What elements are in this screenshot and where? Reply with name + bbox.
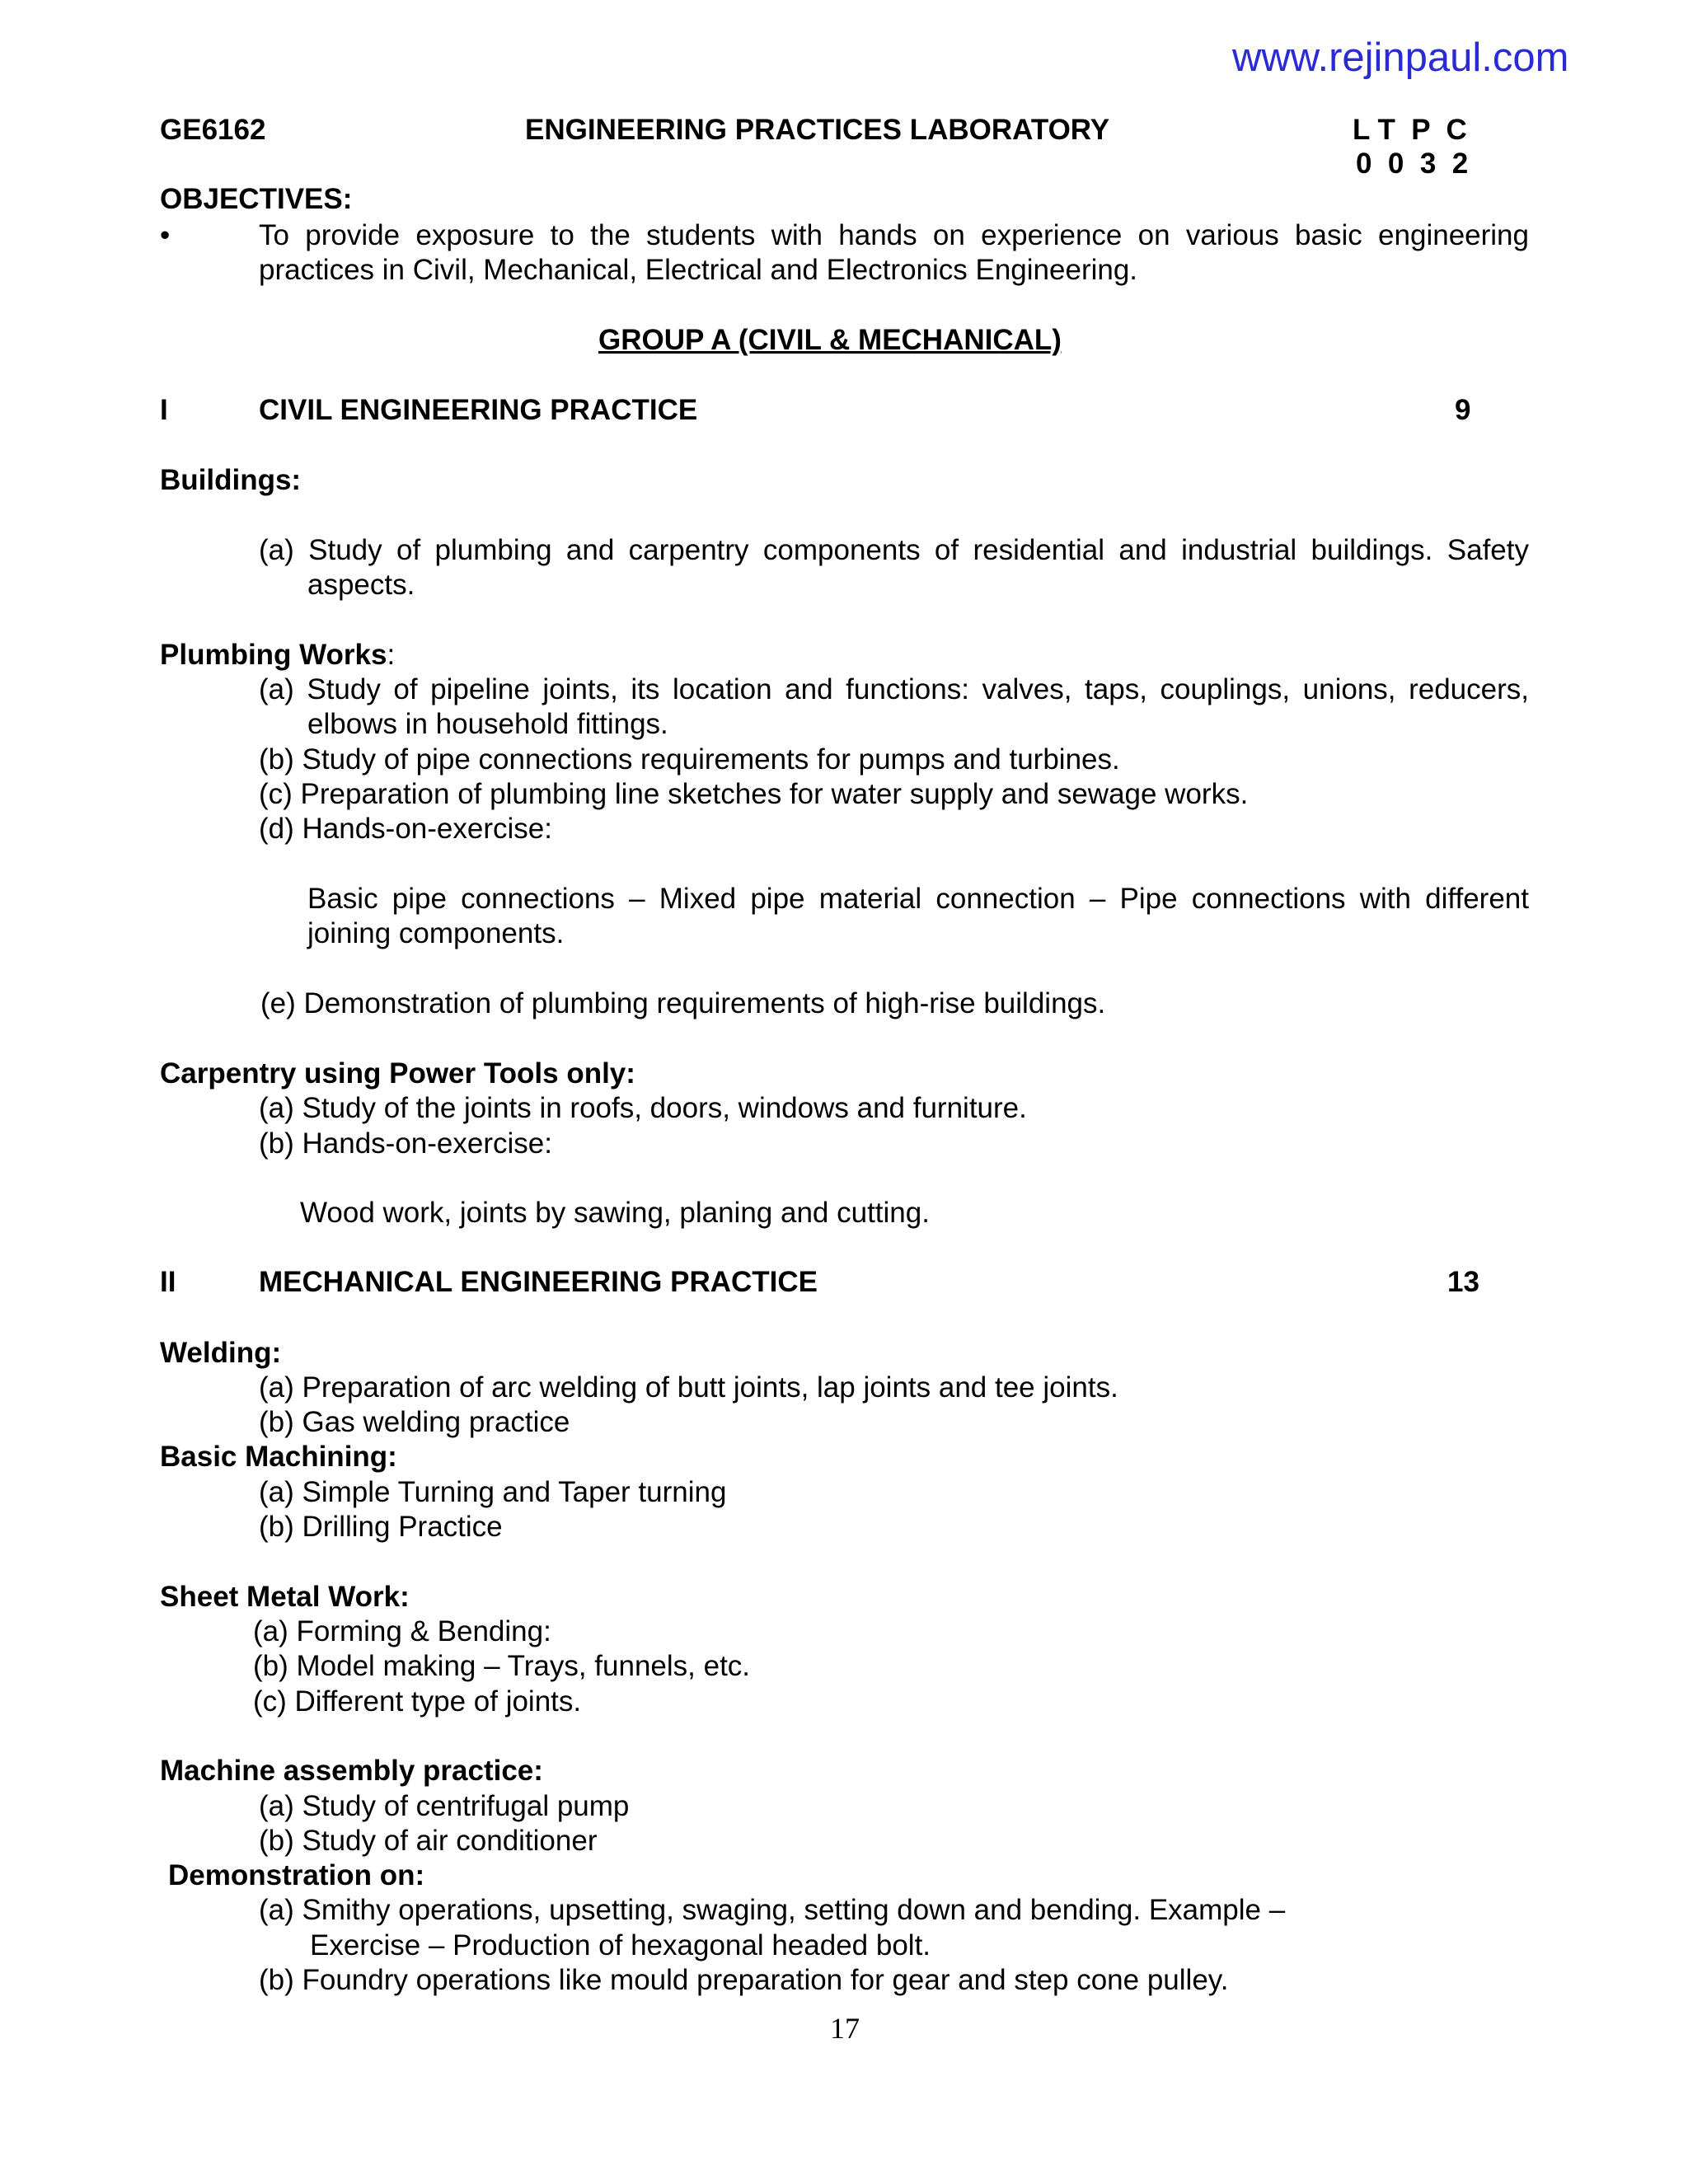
page-number: 17 [830,2012,860,2045]
carpentry-item-b: (b) Hands-on-exercise: [259,1127,552,1160]
demonstration-item-b: (b) Foundry operations like mould preparation for gear and step cone pulley. [259,1964,1229,1996]
sheet-metal-item-b: (b) Model making – Trays, funnels, etc. [253,1650,751,1682]
course-code: GE6162 [160,114,266,146]
ltpc-values: 0 0 3 2 [1356,148,1469,180]
machining-heading: Basic Machining: [160,1441,397,1473]
buildings-heading: Buildings: [160,464,302,496]
plumbing-item-d: (d) Hands-on-exercise: [259,813,552,845]
unit1-numeral: I [160,394,168,426]
carpentry-item-b-detail: Wood work, joints by sawing, planing and cutting. [300,1197,930,1229]
sheet-metal-item-c: (c) Different type of joints. [253,1685,582,1718]
objectives-heading: OBJECTIVES: [160,183,353,215]
demonstration-item-a-line1: (a) Smithy operations, upsetting, swaging, setting down and bending. Example – [259,1894,1286,1926]
plumbing-heading-colon: : [387,639,396,671]
welding-item-b: (b) Gas welding practice [259,1406,570,1438]
plumbing-item-c: (c) Preparation of plumbing line sketches for water supply and sewage works. [259,778,1249,810]
carpentry-item-a: (a) Study of the joints in roofs, doors, windows and furniture. [259,1092,1027,1124]
assembly-item-a: (a) Study of centrifugal pump [259,1790,630,1822]
machining-item-b: (b) Drilling Practice [259,1511,503,1543]
welding-item-a: (a) Preparation of arc welding of butt joints, lap joints and tee joints. [259,1371,1118,1404]
website-link[interactable]: www.rejinpaul.com [1232,35,1569,80]
plumbing-item-b: (b) Study of pipe connections requirements for pumps and turbines. [259,743,1120,776]
plumbing-heading-text: Plumbing Works [160,639,387,671]
unit2-hours: 13 [1447,1266,1479,1298]
course-title: ENGINEERING PRACTICES LABORATORY [525,114,1110,146]
bullet-icon: • [160,219,171,251]
buildings-item-a-line2: aspects. [307,569,415,601]
unit2-title: MECHANICAL ENGINEERING PRACTICE [259,1266,818,1298]
objective-text-line1: To provide exposure to the students with hands on experience on various basic engineering [259,219,1529,251]
machining-item-a: (a) Simple Turning and Taper turning [259,1476,727,1508]
objective-text-line2: practices in Civil, Mechanical, Electrical and Electronics Engineering. [259,254,1138,286]
sheet-metal-heading: Sheet Metal Work: [160,1581,410,1613]
assembly-item-b: (b) Study of air conditioner [259,1825,598,1857]
plumbing-item-e: (e) Demonstration of plumbing requirements of high-rise buildings. [260,987,1106,1019]
plumbing-heading [160,640,395,669]
plumbing-item-a-line1: (a) Study of pipeline joints, its location and functions: valves, taps, couplings, unions, reducers, [259,673,1529,705]
demonstration-item-a-line2: Exercise – Production of hexagonal headed bolt. [310,1929,931,1961]
group-heading: GROUP A (CIVIL & MECHANICAL) [598,324,1062,356]
unit2-numeral: II [160,1266,176,1298]
welding-heading: Welding: [160,1337,282,1369]
carpentry-heading: Carpentry using Power Tools only: [160,1057,635,1090]
plumbing-item-a-line2: elbows in household fittings. [307,708,668,740]
unit1-hours: 9 [1455,394,1471,426]
sheet-metal-item-a: (a) Forming & Bending: [253,1615,551,1647]
plumbing-item-d-detail-line1: Basic pipe connections – Mixed pipe material connection – Pipe connections with different [307,883,1529,915]
unit1-title: CIVIL ENGINEERING PRACTICE [259,394,698,426]
ltpc-labels: L T P C [1353,114,1467,146]
assembly-heading: Machine assembly practice: [160,1755,543,1787]
demonstration-heading: Demonstration on: [168,1859,425,1891]
plumbing-item-d-detail-line2: joining components. [307,917,565,949]
buildings-item-a-line1: (a) Study of plumbing and carpentry components of residential and industrial buildings. Safety [259,534,1529,566]
